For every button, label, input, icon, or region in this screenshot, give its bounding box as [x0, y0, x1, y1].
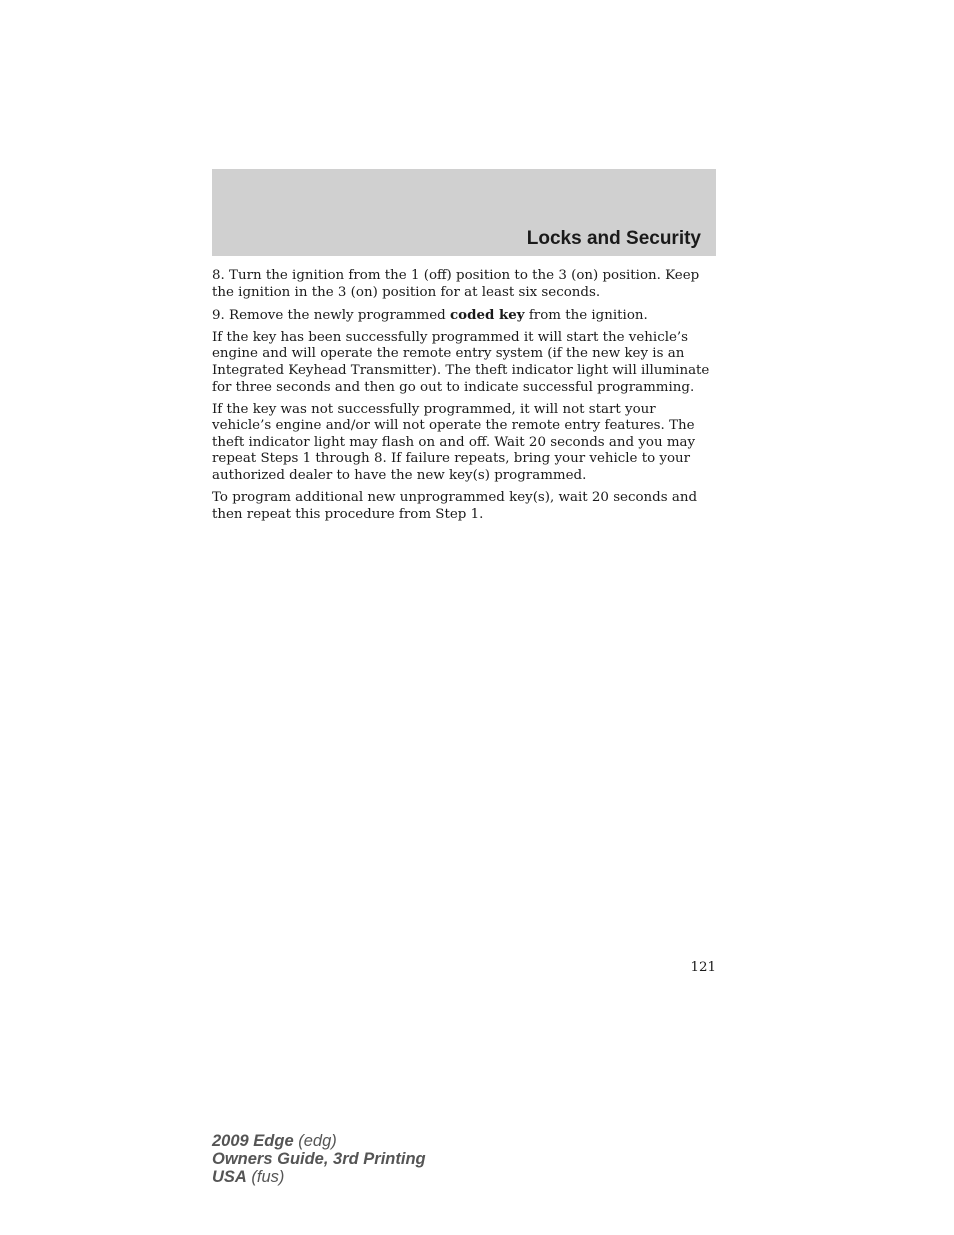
section-header-band: [212, 169, 716, 256]
section-title: Locks and Security: [526, 228, 701, 249]
step-9-text-end: from the ignition.: [524, 307, 648, 323]
page-number: 121: [690, 960, 716, 975]
failure-paragraph: If the key was not successfully programmed, it will not start your vehicle’s engine and/or will not operate the remote entry features. The theft indicator light may flash on and off. Wait 20 seconds and you may repeat Steps 1 through 8. If failure repeats, bring your vehicle to your authorized dealer to have the new key(s) programmed.: [212, 401, 696, 484]
step-9-paragraph: [212, 307, 718, 325]
step-8-paragraph: 8. Turn the ignition from the 1 (off) position to the 3 (on) position. Keep the ignition in the 3 (on) position for at least six seconds.: [212, 268, 700, 300]
footer-market-line: [212, 1168, 426, 1186]
footer-model-line: [212, 1132, 426, 1150]
step-9-text-start: 9. Remove the newly programmed: [212, 307, 450, 323]
footer-model: 2009 Edge: [212, 1132, 294, 1150]
success-paragraph: If the key has been successfully programmed it will start the vehicle’s engine and will operate the remote entry system (if the new key is an Integrated Keyhead Transmitter). The theft indicator light will illuminate for three seconds and then go out to indicate successful programming.: [212, 329, 710, 395]
coded-key-term: coded key: [450, 306, 525, 323]
footer-market: USA: [212, 1168, 247, 1186]
footer-guide-line: Owners Guide, 3rd Printing: [212, 1150, 426, 1168]
footer-model-code: (edg): [293, 1132, 337, 1150]
body-text: [212, 268, 718, 529]
document-footer: [212, 1132, 426, 1186]
additional-keys-paragraph: To program additional new unprogrammed key(s), wait 20 seconds and then repeat this procedure from Step 1.: [212, 490, 698, 522]
footer-market-code: (fus): [246, 1168, 285, 1186]
